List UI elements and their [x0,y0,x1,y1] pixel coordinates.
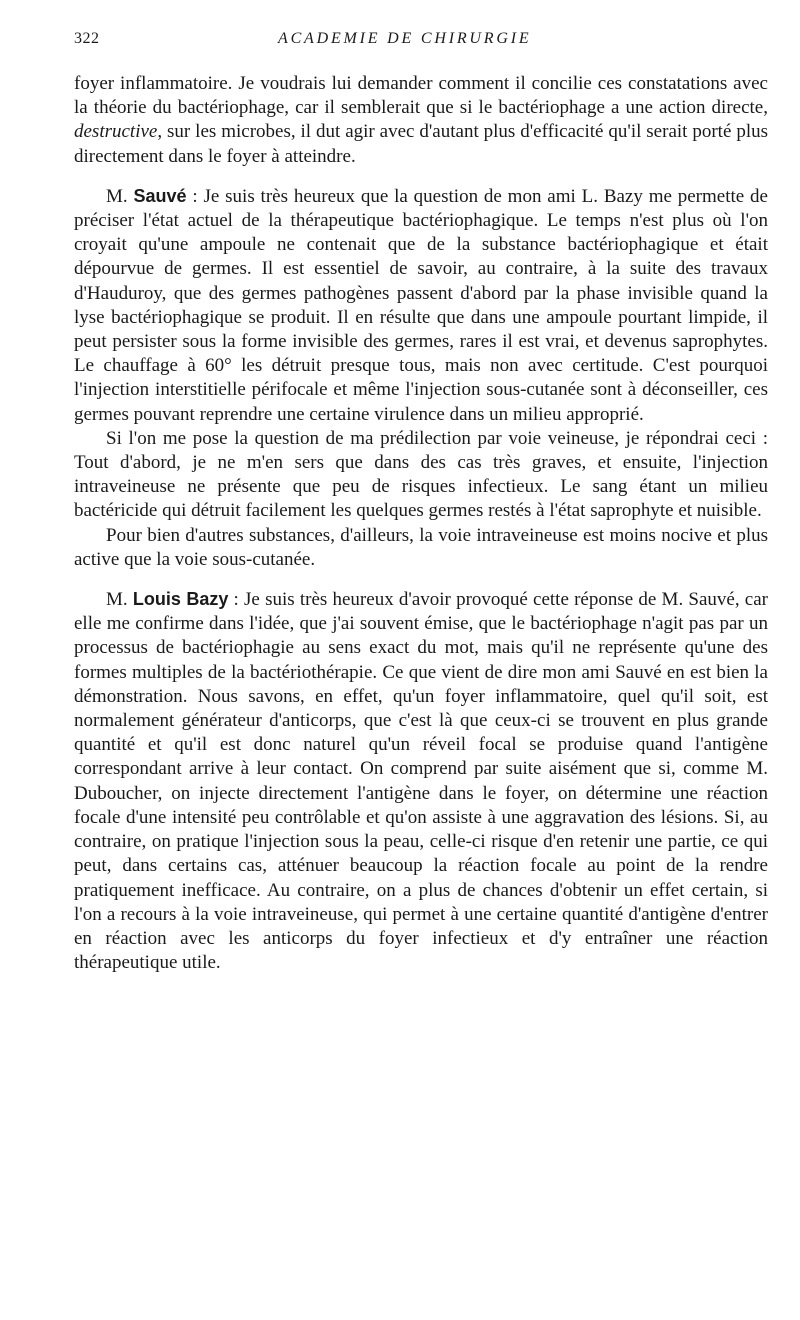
paragraph-text: : Je suis très heureux d'avoir provoqué cette réponse de M. Sauvé, car elle me confirme dans l'idée, que j'ai souvent émise, que le bactériophage n'agit pas par un processus de bactériophagie au sens exact du mot, mais qu'il ne représente qu'une des formes multiples de la bactériothérapie. Ce que vient de dire mon ami Sauvé en est bien la démonstration. Nous savons, en effet, qu'un foyer inflammatoire, quel qu'il soit, est normalement générateur d'anticorps, que c'est là que ceux-ci se trouvent en plus grande quantité et qu'il est donc naturel qu'un réveil focal se produise quand l'antigène correspondant arrive à leur contact. On comprend par suite aisément que si, comme M. Duboucher, on injecte directement l'antigène dans le foyer, on détermine une réaction focale d'une intensité peu contrôlable et qu'on assiste à une aggravation des lésions. Si, au contraire, on pratique l'injection sous la peau, celle-ci risque d'en retenir une partie, ce qui peut, dans certains cas, atténuer beaucoup la réaction focale au point de la rendre pratiquement inefficace. Au contraire, on a plus de chances d'obtenir un effet certain, si l'on a recours à la voie intraveineuse, qui permet à une certaine quantité d'antigène d'entrer en réaction avec les anticorps du foyer infectieux et d'y entraîner une réaction thérapeutique utile. [74,589,768,974]
paragraph-continuation [74,72,768,169]
paragraph-text: : Je suis très heureux que la question de mon ami L. Bazy me permette de préciser l'état actuel de la thérapeutique bactériophagique. Le temps n'est plus où l'on croyait qu'une ampoule ne contenait que de la substance bactériophagique et était dépourvue de germes. Il est essentiel de savoir, au contraire, à la suite des travaux d'Hauduroy, que des germes pathogènes passent d'abord par la phase invisible quand la lyse bactériophagique se produit. Il en résulte que dans une ampoule pourtant limpide, il peut persister sous la forme invisible des germes, rares il est vrai, et devenus saprophytes. Le chauffage à 60° les détruit presque tous, mais non avec certitude. C'est pourquoi l'injection interstitielle périfocale et même l'injection sous-cutanée sont à déconseiller, ces germes pouvant reprendre une certaine virulence dans un milieu approprié. [74,185,768,425]
speaker-name-sauve: Sauvé [133,185,187,206]
paragraph-voie-veineuse: Si l'on me pose la question de ma prédilection par voie veineuse, je répondrai ceci : Tout d'abord, je ne m'en sers que dans des cas très graves, et ensuite, l'injection intraveineuse ne présente que peu de risques infectieux. Le sang étant un milieu bactéricide qui détruit facilement les quelques germes restés à l'état saprophyte et nuisible. [74,427,768,522]
speaker-prefix: M. [106,185,134,207]
speaker-prefix: M. [106,589,133,611]
body-text [74,72,768,975]
paragraph-text: foyer inflammatoire. Je voudrais lui demander comment il concilie ces constatations avec la théorie du bactériophage, car il semblerait que si le bactériophage a une action directe, [74,73,768,119]
paragraph-louis-bazy [74,587,768,975]
running-title: ACADEMIE DE CHIRURGIE [278,30,532,47]
page-number: 322 [74,30,100,47]
speaker-name-louis-bazy: Louis Bazy [132,589,229,610]
paragraph-text: , sur les microbes, il dut agir avec d'autant plus d'efficacité qu'il serait porté plus directement dans le foyer à atteindre. [74,121,768,167]
paragraph-sauve [74,184,768,427]
emphasis-destructive: destructive [74,121,158,143]
paragraph-substances: Pour bien d'autres substances, d'ailleurs, la voie intraveineuse est moins nocive et plus active que la voie sous-cutanée. [74,524,768,570]
running-head [74,30,784,54]
